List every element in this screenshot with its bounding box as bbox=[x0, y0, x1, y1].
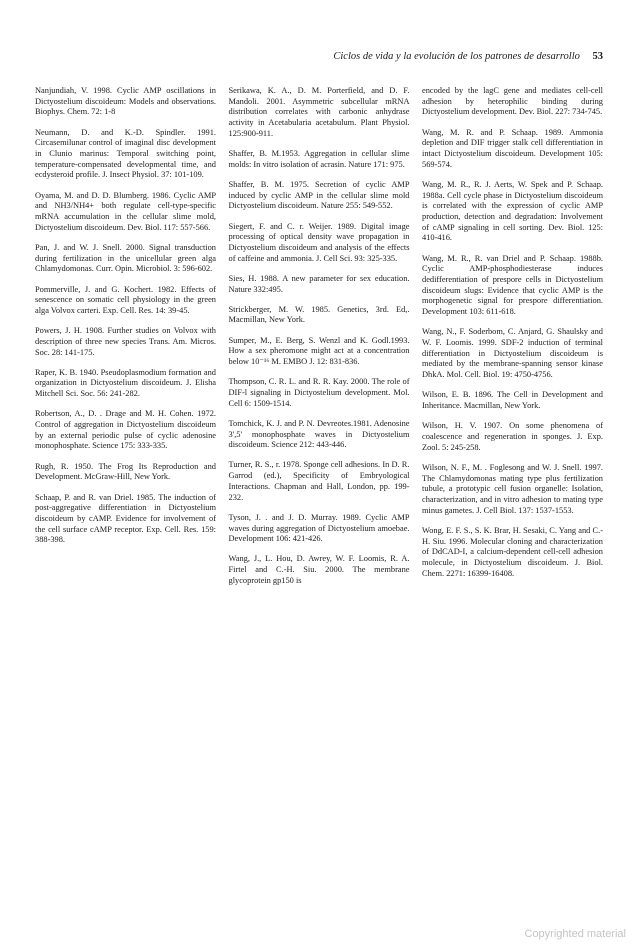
reference-entry: Sumper, M., E. Berg, S. Wenzl and K. Godl.1993. How a sex pheromone might act at a concentration below 10⁻¹⁶ M. EMBO J. 12: 831-836. bbox=[228, 335, 410, 367]
page-number: 53 bbox=[592, 51, 603, 62]
reference-entry: Serikawa, K. A., D. M. Porterfield, and D. F. Mandoli. 2001. Asymmetric subcellular mRNA distribution correlates with carbonic anhydrase activity in Acetabularia acetabulum. Plant Physiol. 125:900-911. bbox=[228, 86, 410, 138]
reference-entry: Wilson, H. V. 1907. On some phenomena of coalescence and regeneration in sponges. J. Exp. Zool. 5: 245-258. bbox=[422, 421, 603, 452]
reference-entry: Thompson, C. R. L. and R. R. Kay. 2000. The role of DIF-l signaling in Dictyostelium development. Mol. Cell 6: 1509-1514. bbox=[228, 377, 410, 408]
copyright-watermark: Copyrighted material bbox=[524, 928, 626, 940]
reference-entry: Shaffer, B. M.1953. Aggregation in cellular slime molds: In vitro isolation of acrasin. Nature 171: 975. bbox=[228, 149, 410, 169]
reference-entry: Shaffer, B. M. 1975. Secretion of cyclic AMP induced by cyclic AMP in the cellular slime mold Dictyostelium discoideum. Nature 255: 549-552. bbox=[228, 179, 410, 211]
reference-entry: Strickberger, M. W. 1985. Genetics, 3rd. Ed,. Macmillan, New York. bbox=[228, 304, 410, 325]
reference-entry: Pan, J. and W. J. Snell. 2000. Signal transduction during fertilization in the unicellular green alga Chlamydomonas. Curr. Opin. Microbiol. 3: 596-602. bbox=[35, 242, 216, 274]
reference-entry: Turner, R. S., r. 1978. Sponge cell adhesions. In D. R. Garrod (ed.), Specificity of Embryological Interactions. Chapman and Hall, London, pp. 199-232. bbox=[228, 460, 410, 502]
reference-entry: Tomchick, K. J. and P. N. Devreotes.1981. Adenosine 3',5' monophosphate waves in Dictyostelium discoideum. Science 212: 443-446. bbox=[228, 418, 410, 450]
reference-entry: Sies, H. 1988. A new parameter for sex education. Nature 332:495. bbox=[228, 273, 410, 294]
reference-entry: Wilson, N. F., M. . Foglesong and W. J. Snell. 1997. The Chlamydomonas mating type plus fertilization tubule, a prototypic cell fusion organelle: Isolation, characterization, and in vitro adhesion to mating type minus gametes. J. Cell Biol. 137: 1537-1553. bbox=[422, 462, 603, 515]
reference-entry: Wang, M. R., R. J. Aerts, W. Spek and P. Schaap. 1988a. Cell cycle phase in Dictyostelium discoideum is correlated with the expression of cyclic AMP production, detection and degradation: Involvement of cAMP signaling in cell sorting. Dev. Biol. 125: 410-416. bbox=[422, 179, 603, 243]
reference-entry: Siegert, F. and C. r. Weijer. 1989. Digital image processing of optical density wave propagation in Dictyostelium discoideum and analysis of the effects of caffeine and ammonia. J. Cell Sci. 93: 325-335. bbox=[228, 221, 410, 263]
reference-entry: Nanjundiah, V. 1998. Cyclic AMP oscillations in Dictyostelium discoideum: Models and observations. Biophys. Chem. 72: 1-8 bbox=[35, 86, 216, 117]
reference-entry: Tyson, J. . and J. D. Murray. 1989. Cyclic AMP waves during aggregation of Dictyostelium amoebae. Development 106: 421-426. bbox=[228, 512, 410, 544]
reference-column-3 bbox=[422, 86, 603, 596]
reference-entry: Wang, M. R. and P. Schaap. 1989. Ammonia depletion and DIF trigger stalk cell differentiation in intact Dictyostelium discoideum. Development 105: 569-574. bbox=[422, 127, 603, 169]
reference-entry: Wilson, E. B. 1896. The Cell in Development and Inheritance. Macmillan, New York. bbox=[422, 390, 603, 411]
running-title: Ciclos de vida y la evolución de los patrones de desarrollo bbox=[333, 51, 580, 62]
reference-entry: Robertson, A., D. . Drage and M. H. Cohen. 1972. Control of aggregation in Dictyostelium discoideum by an external periodic pulse of cyclic adenosine monophosphate. Science 175: 333-335. bbox=[35, 409, 216, 451]
reference-entry: Rugh, R. 1950. The Frog Its Reproduction and Development. McGraw-Hill, New York. bbox=[35, 461, 216, 482]
reference-column-2 bbox=[229, 86, 410, 596]
reference-columns bbox=[35, 86, 603, 596]
reference-entry: Schaap, P. and R. van Driel. 1985. The induction of post-aggregative differentiation in Dictyostelium discoideum by cAMP. Evidence for involvement of the cell surface cAMP receptor. Exp. Cell. Res. 159: 388-398. bbox=[35, 492, 216, 545]
reference-entry: Wang, N., F. Soderbom, C. Anjard, G. Shaulsky and W. F. Loomis. 1999. SDF-2 induction of terminal differentiation in Dictyostelium discoideum is mediated by the membrane-spanning sensor kinase DhkA. Mol. Cell. Biol. 19: 4750-4756. bbox=[422, 327, 603, 380]
reference-entry: Pommerville, J. and G. Kochert. 1982. Effects of senescence on somatic cell physiology in the green alga Volvox carteri. Exp. Cell. Res. 14: 39-45. bbox=[35, 284, 216, 315]
reference-column-1 bbox=[35, 86, 216, 596]
reference-entry: Wang, J., L. Hou, D. Awrey, W. F. Loomis, R. A. Firtel and C.-H. Siu. 2000. The membrane glycoprotein gp150 is bbox=[228, 554, 410, 585]
reference-entry: Wong, E. F. S., S. K. Brar, H. Sesaki, C. Yang and C.-H. Siu. 1996. Molecular cloning and characterization of DdCAD-I, a calcium-dependent cell-cell adhesion molecule, in Dictyostelium discoideum. J. Biol. Chem. 2271: 16399-16408. bbox=[422, 525, 603, 578]
reference-entry: Oyama, M. and D. D. Blumberg. 1986. Cyclic AMP and NH3/NH4+ both regulate cell-type-specific mRNA accumulation in the cellular slime mold, Dictyostelium discoideum. Dev. Biol. 117: 557-566. bbox=[35, 190, 216, 232]
running-header bbox=[33, 50, 603, 64]
reference-entry: Neumann, D. and K.-D. Spindler. 1991. Circasemilunar control of imaginal disc development in Clunio marinus: Temporal switching point, temperature-compensated developmental time, and ecdysteroid profile. J. Insect Physiol. 37: 101-109. bbox=[35, 127, 216, 180]
reference-entry: encoded by the lagC gene and mediates cell-cell adhesion by heterophilic binding during Dictyostelium development. Dev. Biol. 227: 734-745. bbox=[422, 86, 603, 117]
reference-entry: Powers, J. H. 1908. Further studies on Volvox with description of three new species Trans. Am. Micros. Soc. 28: 141-175. bbox=[35, 326, 216, 357]
reference-entry: Wang, M. R., R. van Driel and P. Schaap. 1988b. Cyclic AMP-phosphodiesterase induces dedifferentiation of prespore cells in Dictyostelium discoideum slugs: Evidence that cyclic AMP is the morphogenetic signal for prespore differentiation. Development 103: 611-618. bbox=[422, 253, 603, 317]
reference-entry: Raper, K. B. 1940. Pseudoplasmodium formation and organization in Dictyostelium discoideum. J. Elisha Mitchell Sci. Soc. 56: 241-282. bbox=[35, 367, 216, 399]
